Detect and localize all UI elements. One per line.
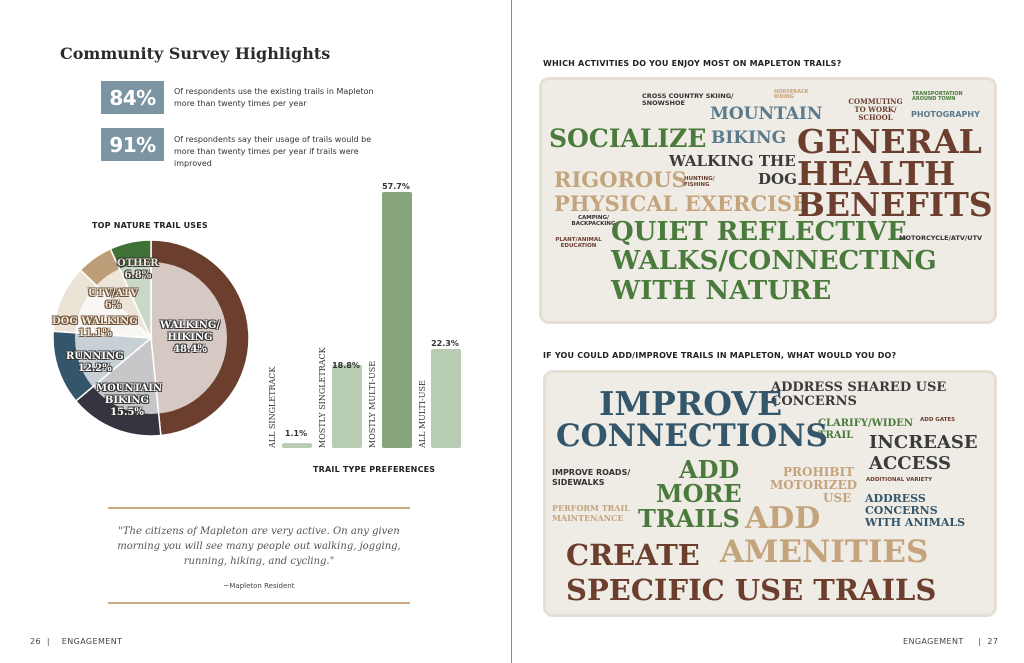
cloud2-word-concerns-2: CONCERNS: [865, 504, 938, 517]
resident-quote: "The citizens of Mapleton are very active. On any given morning you will see many people out walking, jogging, running, hiking, and cycling.": [117, 526, 401, 567]
pie-label-dog-walking-name: DOG WALKING: [52, 316, 138, 327]
cloud2-word-maintenance: PERFORM TRAIL MAINTENANCE: [552, 503, 630, 523]
bar-value-all-multi-use: 22.3%: [431, 339, 459, 348]
bar-category-all-singletrack: ALL SINGLETRACK: [268, 366, 277, 448]
cloud1-word-mountain: MOUNTAIN: [710, 104, 823, 124]
cloud1-word-plant-animal: PLANT/ANIMAL EDUCATION: [555, 237, 602, 249]
cloud1-word-hunting: HUNTING/ FISHING: [684, 176, 715, 188]
cloud2-word-roads-sidewalks: IMPROVE ROADS/ SIDEWALKS: [552, 468, 631, 487]
quote-rule-bottom: [108, 602, 410, 604]
bar-value-mostly-singletrack: 18.8%: [332, 361, 360, 370]
footer-right-label: ENGAGEMENT: [903, 637, 964, 646]
pie-label-walking: [160, 320, 220, 356]
cloud1-word-with-nature: WITH NATURE: [611, 276, 832, 306]
bar-value-all-singletrack: 1.1%: [284, 429, 308, 438]
cloud2-word-improve: IMPROVE: [599, 384, 783, 423]
cloud1-word-biking: BIKING: [711, 128, 787, 148]
cloud1-word-health: HEALTH: [797, 154, 956, 193]
footer-left-label: ENGAGEMENT: [61, 637, 123, 646]
bar-value-mostly-multi-use: 57.7%: [382, 182, 410, 191]
quote-rule-top: [108, 507, 410, 509]
cloud2-word-address-shared-use: ADDRESS SHARED USE: [771, 380, 947, 395]
pie-label-utv-atv-name: UTV/ATV: [88, 288, 138, 299]
page-title: Community Survey Highlights: [60, 44, 331, 63]
cloud2-word-amenities: AMENITIES: [720, 534, 929, 570]
pie-label-mountain-biking: [96, 383, 163, 419]
quote-attribution: ~Mapleton Resident: [223, 582, 295, 590]
cloud2-word-add-gates: ADD GATES: [920, 417, 956, 423]
bar-heading: TRAIL TYPE PREFERENCES: [313, 465, 436, 474]
cloud1-word-transportation: TRANSPORTATION AROUND TOWN: [912, 91, 963, 102]
bar-all-multi-use: [431, 349, 461, 448]
pie-label-mountain-biking-value: 15.5%: [110, 407, 144, 418]
stat-text-84: Of respondents use the existing trails in Mapleton more than twenty times per year: [174, 87, 374, 108]
cloud1-word-photography: PHOTOGRAPHY: [911, 110, 980, 119]
footer-left: [30, 637, 122, 646]
cloud1-word-horseback: HORSEBACK RIDING: [774, 89, 809, 100]
cloud1-word-walking-the: WALKING THE: [669, 152, 796, 170]
cloud1-word-general: GENERAL: [797, 122, 982, 161]
cloud1-word-quiet-reflective: QUIET REFLECTIVE: [611, 217, 907, 247]
cloud2-word-access: ACCESS: [869, 453, 951, 474]
cloud1-word-skiing: CROSS COUNTRY SKIING/ SNOWSHOE: [642, 92, 734, 107]
cloud2-word-add-2: ADD: [745, 501, 821, 536]
pie-label-utv-atv-value: 6%: [104, 300, 122, 311]
cloud2-word-trails: TRAILS: [638, 504, 740, 533]
cloud1-word-benefits: BENEFITS: [797, 185, 993, 224]
cloud1-word-rigorous: RIGOROUS: [554, 167, 687, 192]
bar-mostly-multi-use: [382, 192, 412, 448]
pie-label-mountain-biking-name: MOUNTAIN BIKING: [96, 383, 163, 406]
pie-label-other-name: OTHER: [117, 258, 159, 269]
pie-heading: TOP NATURE TRAIL USES: [92, 221, 208, 230]
bar-category-all-multi-use: ALL MULTI-USE: [418, 380, 427, 448]
cloud2-word-with-animals: WITH ANIMALS: [865, 516, 966, 529]
cloud2-word-specific-use-trails: SPECIFIC USE TRAILS: [566, 573, 937, 607]
footer-right-page-number: 27: [987, 637, 999, 646]
improvements-word-cloud: [543, 370, 997, 617]
pie-label-running-name: RUNNING: [66, 351, 124, 362]
cloud2-word-prohibit: PROHIBIT: [783, 465, 855, 479]
cloud2-word-clarify-widen: CLARIFY/WIDEN TRAIL: [818, 418, 913, 441]
cloud2-word-additional-variety: ADDITIONAL VARIETY: [866, 477, 933, 483]
question-1-heading: WHICH ACTIVITIES DO YOU ENJOY MOST ON MAPLETON TRAILS?: [543, 59, 842, 68]
stat-text-91: Of respondents say their usage of trails would be more than twenty times per year if trails were improved: [174, 135, 372, 168]
cloud1-word-socialize: SOCIALIZE: [549, 124, 707, 153]
bar-category-mostly-multi-use: MOSTLY MULTI-USE: [368, 360, 377, 448]
question-2-heading: IF YOU COULD ADD/IMPROVE TRAILS IN MAPLETON, WHAT WOULD YOU DO?: [543, 351, 897, 360]
bar-all-singletrack: [282, 443, 312, 448]
cloud2-word-add-1: ADD: [679, 455, 740, 484]
cloud1-word-camping: CAMPING/ BACKPACKING: [571, 215, 616, 227]
footer-right: [903, 637, 998, 646]
cloud2-word-create: CREATE: [566, 538, 700, 572]
bar-mostly-singletrack: [332, 365, 362, 448]
footer-left-page-number: 26: [30, 637, 41, 646]
stat-box-91: 91%: [101, 128, 164, 161]
pie-label-utv-atv: [88, 288, 138, 312]
cloud2-word-use: USE: [823, 491, 852, 505]
cloud1-word-physical-exercise: PHYSICAL EXERCISE: [554, 191, 809, 216]
cloud2-word-concerns-1: CONCERNS: [771, 394, 857, 409]
pie-label-other: [117, 258, 159, 282]
cloud1-word-motorcycle: MOTORCYCLE/ATV/UTV: [899, 234, 983, 242]
cloud1-word-dog: DOG: [758, 170, 797, 188]
stat-box-84: 84%: [101, 81, 164, 114]
pie-label-walking-value: 48.4%: [173, 344, 207, 355]
pie-label-dog-walking: [52, 316, 138, 340]
pie-label-dog-walking-value: 11.1%: [77, 328, 112, 339]
page-spine: [511, 0, 512, 663]
pie-label-other-value: 6.8%: [124, 270, 152, 281]
cloud2-word-address: ADDRESS: [865, 492, 926, 505]
pie-label-walking-name: WALKING/ HIKING: [160, 320, 221, 343]
pie-label-running: [66, 351, 124, 375]
footer-left-separator: |: [43, 637, 59, 646]
cloud2-word-connections: CONNECTIONS: [556, 418, 828, 454]
cloud2-word-more: MORE: [656, 479, 742, 508]
cloud2-word-increase: INCREASE: [869, 432, 978, 453]
cloud1-word-commuting: COMMUTING TO WORK/ SCHOOL: [848, 97, 903, 122]
footer-right-separator: |: [966, 637, 985, 646]
bar-category-mostly-singletrack: MOSTLY SINGLETRACK: [318, 347, 327, 448]
activities-word-cloud: [539, 77, 997, 324]
cloud2-word-motorized: MOTORIZED: [770, 478, 858, 492]
cloud1-word-walks-connecting: WALKS/CONNECTING: [611, 246, 937, 276]
pie-label-running-value: 12.2%: [77, 363, 112, 374]
